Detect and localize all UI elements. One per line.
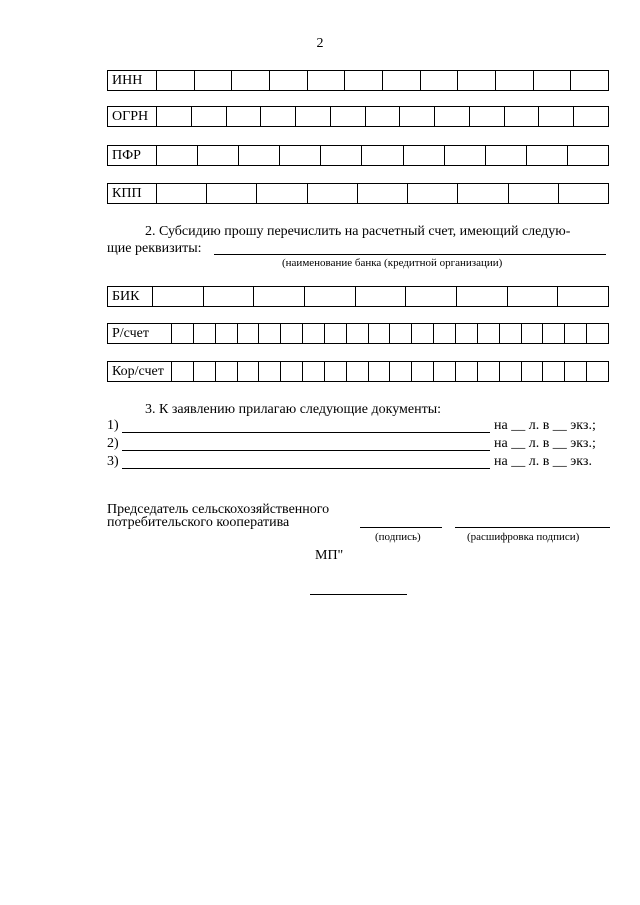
- code-digit-cell[interactable]: [362, 146, 403, 165]
- bank-digit-cell[interactable]: [194, 324, 216, 343]
- code-digit-cell[interactable]: [527, 146, 568, 165]
- page-number: 2: [316, 36, 324, 51]
- bank-row: [107, 286, 609, 307]
- bank-digit-cell[interactable]: [254, 287, 305, 306]
- code-label: ПФР: [108, 146, 157, 165]
- code-digit-cell[interactable]: [257, 184, 307, 203]
- code-row: [107, 70, 609, 91]
- code-digit-cell[interactable]: [568, 146, 608, 165]
- bank-digit-cell[interactable]: [259, 362, 281, 381]
- code-digit-cell[interactable]: [383, 71, 421, 90]
- bank-digit-cell[interactable]: [325, 324, 347, 343]
- signature-decode-caption: (расшифровка подписи): [467, 531, 580, 543]
- bank-digit-cell[interactable]: [522, 362, 544, 381]
- signature-title-line2: потребительского кооператива: [107, 515, 290, 530]
- code-digit-cell[interactable]: [574, 107, 608, 126]
- signature-title-line1: Председатель сельскохозяйственного: [107, 502, 330, 517]
- document-name-line[interactable]: [122, 432, 490, 433]
- bank-digit-cell[interactable]: [347, 324, 369, 343]
- code-digit-cell[interactable]: [296, 107, 331, 126]
- bank-digit-cell[interactable]: [587, 324, 608, 343]
- bank-digit-cell[interactable]: [369, 362, 391, 381]
- document-number: 3): [107, 454, 119, 469]
- bank-digit-cell[interactable]: [522, 324, 544, 343]
- bank-digit-cell[interactable]: [216, 362, 238, 381]
- bank-digit-cell[interactable]: [238, 362, 260, 381]
- bank-digit-cell[interactable]: [356, 287, 407, 306]
- code-digit-cell[interactable]: [539, 107, 574, 126]
- bank-digit-cell[interactable]: [172, 362, 194, 381]
- code-digit-cell[interactable]: [435, 107, 470, 126]
- code-digit-cell[interactable]: [232, 71, 270, 90]
- document-number: 2): [107, 436, 119, 451]
- code-digit-cell[interactable]: [470, 107, 505, 126]
- bank-digit-cell[interactable]: [406, 287, 457, 306]
- bank-digit-cell[interactable]: [565, 324, 587, 343]
- bank-digit-cell[interactable]: [478, 362, 500, 381]
- code-digit-cell[interactable]: [157, 146, 198, 165]
- code-digit-cell[interactable]: [227, 107, 262, 126]
- bank-digit-cell[interactable]: [216, 324, 238, 343]
- bank-digit-cell[interactable]: [508, 287, 559, 306]
- bank-label: Кор/счет: [108, 362, 172, 381]
- document-number: 1): [107, 418, 119, 433]
- bank-digit-cell[interactable]: [412, 324, 434, 343]
- stamp-place: МП": [315, 548, 344, 563]
- bank-digit-cell[interactable]: [434, 362, 456, 381]
- section3-heading: 3. К заявлению прилагаю следующие документы:: [145, 402, 442, 417]
- code-digit-cell[interactable]: [559, 184, 608, 203]
- bottom-rule: [310, 594, 407, 595]
- bank-digit-cell[interactable]: [281, 362, 303, 381]
- bank-digit-cell[interactable]: [457, 287, 508, 306]
- bank-digit-cell[interactable]: [325, 362, 347, 381]
- code-digit-cell[interactable]: [157, 184, 207, 203]
- bank-digit-cell[interactable]: [172, 324, 194, 343]
- bank-digit-cell[interactable]: [369, 324, 391, 343]
- bank-name-caption: (наименование банка (кредитной организации): [282, 257, 503, 269]
- bank-digit-cell[interactable]: [500, 324, 522, 343]
- code-digit-cell[interactable]: [239, 146, 280, 165]
- bank-label: БИК: [108, 287, 153, 306]
- bank-digit-cell[interactable]: [259, 324, 281, 343]
- code-digit-cell[interactable]: [198, 146, 239, 165]
- bank-digit-cell[interactable]: [390, 362, 412, 381]
- code-digit-cell[interactable]: [308, 184, 358, 203]
- code-digit-cell[interactable]: [509, 184, 559, 203]
- code-digit-cell[interactable]: [321, 146, 362, 165]
- signature-decode-line[interactable]: [455, 527, 610, 528]
- signature-caption: (подпись): [375, 531, 421, 543]
- document-pages-copies: на __ л. в __ экз.: [494, 454, 592, 469]
- bank-digit-cell[interactable]: [565, 362, 587, 381]
- bank-digit-cell[interactable]: [303, 324, 325, 343]
- code-label: ИНН: [108, 71, 157, 90]
- bank-digit-cell[interactable]: [434, 324, 456, 343]
- code-row: [107, 106, 609, 127]
- bank-digit-cell[interactable]: [587, 362, 608, 381]
- code-digit-cell[interactable]: [505, 107, 540, 126]
- code-digit-cell[interactable]: [496, 71, 534, 90]
- document-name-line[interactable]: [122, 468, 490, 469]
- code-digit-cell[interactable]: [207, 184, 257, 203]
- bank-digit-cell[interactable]: [478, 324, 500, 343]
- code-digit-cell[interactable]: [458, 184, 508, 203]
- bank-name-line[interactable]: [214, 254, 606, 255]
- bank-digit-cell[interactable]: [412, 362, 434, 381]
- code-digit-cell[interactable]: [486, 146, 527, 165]
- code-digit-cell[interactable]: [192, 107, 227, 126]
- document-pages-copies: на __ л. в __ экз.;: [494, 418, 596, 433]
- bank-row: [107, 361, 609, 382]
- bank-digit-cell[interactable]: [456, 362, 478, 381]
- code-digit-cell[interactable]: [534, 71, 572, 90]
- code-digit-cell[interactable]: [400, 107, 435, 126]
- code-digit-cell[interactable]: [458, 71, 496, 90]
- bank-digit-cell[interactable]: [390, 324, 412, 343]
- bank-row: [107, 323, 609, 344]
- code-row: [107, 183, 609, 204]
- code-digit-cell[interactable]: [331, 107, 366, 126]
- code-digit-cell[interactable]: [408, 184, 458, 203]
- bank-digit-cell[interactable]: [543, 324, 565, 343]
- code-digit-cell[interactable]: [270, 71, 308, 90]
- code-digit-cell[interactable]: [421, 71, 459, 90]
- bank-digit-cell[interactable]: [558, 287, 608, 306]
- bank-digit-cell[interactable]: [303, 362, 325, 381]
- code-digit-cell[interactable]: [195, 71, 233, 90]
- bank-digit-cell[interactable]: [347, 362, 369, 381]
- code-label: ОГРН: [108, 107, 157, 126]
- bank-digit-cell[interactable]: [456, 324, 478, 343]
- code-digit-cell[interactable]: [308, 71, 346, 90]
- document-name-line[interactable]: [122, 450, 490, 451]
- code-digit-cell[interactable]: [366, 107, 401, 126]
- code-digit-cell[interactable]: [445, 146, 486, 165]
- bank-digit-cell[interactable]: [500, 362, 522, 381]
- bank-digit-cell[interactable]: [305, 287, 356, 306]
- bank-digit-cell[interactable]: [543, 362, 565, 381]
- code-digit-cell[interactable]: [157, 71, 195, 90]
- bank-label: Р/счет: [108, 324, 172, 343]
- section2-line1: 2. Субсидию прошу перечислить на расчетный счет, имеющий следую-: [145, 224, 571, 239]
- document-pages-copies: на __ л. в __ экз.;: [494, 436, 596, 451]
- section2-line2: щие реквизиты:: [107, 241, 202, 256]
- bank-digit-cell[interactable]: [194, 362, 216, 381]
- bank-digit-cell[interactable]: [238, 324, 260, 343]
- code-digit-cell[interactable]: [280, 146, 321, 165]
- code-digit-cell[interactable]: [345, 71, 383, 90]
- code-digit-cell[interactable]: [157, 107, 192, 126]
- bank-digit-cell[interactable]: [204, 287, 255, 306]
- code-row: [107, 145, 609, 166]
- code-digit-cell[interactable]: [571, 71, 608, 90]
- bank-digit-cell[interactable]: [153, 287, 204, 306]
- code-digit-cell[interactable]: [261, 107, 296, 126]
- signature-line[interactable]: [360, 527, 442, 528]
- code-label: КПП: [108, 184, 157, 203]
- bank-digit-cell[interactable]: [281, 324, 303, 343]
- code-digit-cell[interactable]: [404, 146, 445, 165]
- code-digit-cell[interactable]: [358, 184, 408, 203]
